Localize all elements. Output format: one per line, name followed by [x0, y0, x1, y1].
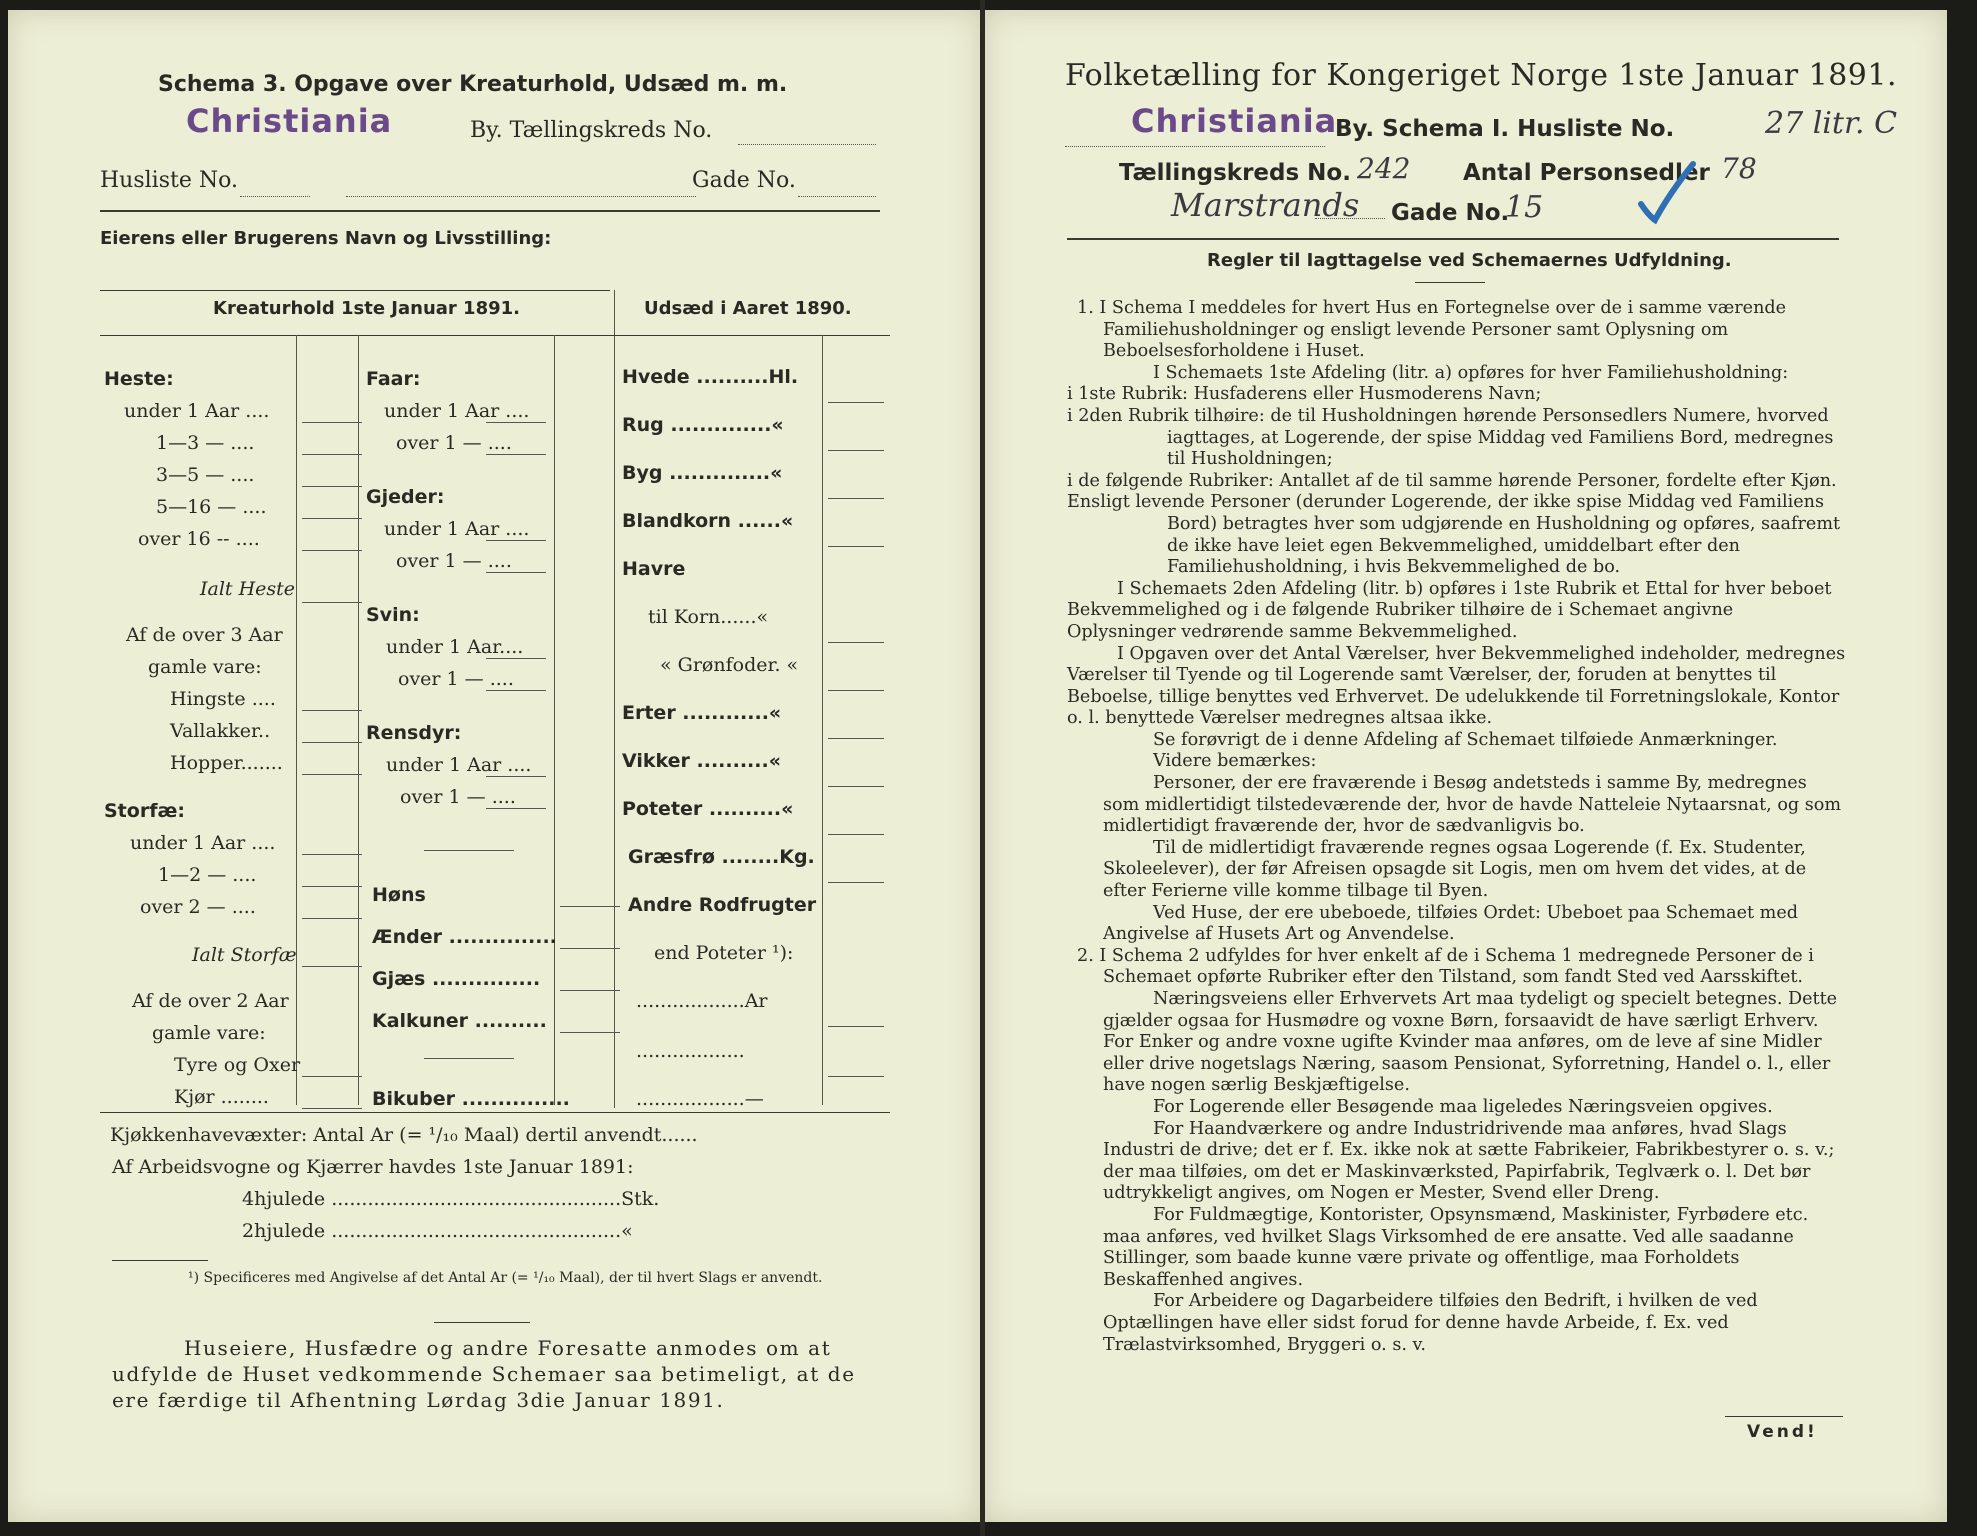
col2-item: under 1 Aar.... — [386, 636, 524, 658]
entry-line — [302, 486, 362, 487]
col2-item: over 1 — .... — [396, 432, 512, 454]
col3-item: Havre — [622, 558, 686, 580]
entry-line — [302, 886, 362, 887]
rules-heading-rule — [1415, 282, 1485, 283]
rule-paragraph: Personer, der ere fraværende i Besøg andetsteds i samme By, medregnes som midlertidigt tilstedeværende der, hvor de havde Natteleie Nytaarsnat, og som midlertidigt fraværende der, hvor de sædvanligvis bo. — [1103, 773, 1842, 837]
closing-rule — [434, 1322, 530, 1323]
rule-paragraph: Se forøvrigt de i denne Afdeling af Schemaet tilføiede Anmærkninger. — [1153, 729, 1778, 750]
col1-item: Storfæ: — [104, 800, 185, 822]
hjul4-line: 4hjulede ................................................Stk. — [242, 1188, 660, 1210]
col1-item: Hopper....... — [170, 752, 283, 774]
hjul2-line: 2hjulede ................................................« — [242, 1220, 633, 1242]
col2-item: under 1 Aar .... — [384, 518, 530, 540]
entry-line — [828, 1076, 884, 1077]
rule-paragraph: Ved Huse, der ere ubeboede, tilføies Ordet: Ubeboet paa Schemaet med Angivelse af Husets Art og Anvendelse. — [1103, 902, 1798, 945]
footnote-rule — [112, 1260, 208, 1261]
col2-item: over 1 — .... — [400, 786, 516, 808]
entry-line — [302, 518, 362, 519]
gade-number: 15 — [1505, 190, 1544, 225]
col1-item: Ialt Heste — [200, 578, 296, 600]
col1-item: Af de over 3 Aar — [126, 624, 283, 646]
arbeid-line: Af Arbeidsvogne og Kjærrer havdes 1ste Januar 1891: — [112, 1156, 634, 1178]
col3-item: Byg ..............« — [622, 462, 783, 484]
schema-line: By. Schema I. Husliste No. — [1335, 116, 1675, 142]
rule-paragraph: Til de midlertidigt fraværende regnes ogsaa Logerende (f. Ex. Studenter, Skoleelever), der før Afreisen opsagde sit Logis, men om hvem det vides, at de efter Ferierne ville komme tilbage til Byen. — [1103, 837, 1807, 902]
rule-paragraph: For Logerende eller Besøgende maa ligeledes Næringsveien opgives. — [1153, 1096, 1773, 1117]
entry-line — [828, 834, 884, 835]
col2-item: Gjæs ............... — [372, 968, 541, 990]
tellingskreds-label: Tællingskreds No. — [1119, 160, 1351, 186]
col2-item: Ænder ............... — [372, 926, 557, 948]
entry-line — [560, 990, 620, 991]
personsedler-label: Antal Personsedler — [1463, 160, 1710, 186]
entry-line — [560, 1032, 620, 1033]
rule-paragraph: Næringsveiens eller Erhvervets Art maa tydeligt og specielt betegnes. Dette gjælder ogsaa for Husmødre og voxne Børn, forsaavidt de have særligt Erhverv. For Enker og andre voxne ugifte Kvinder maa anføres, om de leve af sine Midler eller drive nogetslags Næring, saasom Pensionat, Syforretning, Handel o. l., eller have nogen særlig Beskjæftigelse. — [1103, 989, 1838, 1096]
col3-item: Andre Rodfrugter — [628, 894, 817, 916]
rule-paragraph: I Schemaets 1ste Afdeling (litr. a) opføres for hver Familiehusholdning: — [1153, 362, 1789, 383]
entry-line — [828, 882, 884, 883]
col1-item: under 1 Aar .... — [130, 832, 276, 854]
entry-line — [302, 422, 362, 423]
entry-line — [302, 550, 362, 551]
entry-line — [302, 602, 362, 603]
rules-heading: Regler til Iagttagelse ved Schemaernes Udfyldning. — [1207, 250, 1732, 271]
entry-line — [828, 786, 884, 787]
col2-item: Rensdyr: — [366, 722, 462, 744]
col3-divider — [822, 335, 823, 1105]
col2-item: under 1 Aar .... — [386, 754, 532, 776]
entry-line — [302, 966, 362, 967]
entry-line — [486, 572, 546, 573]
husliste-value: 27 litr. C — [1765, 106, 1898, 141]
closing-line-1: Huseiere, Husfædre og andre Foresatte anmodes om at — [184, 1336, 832, 1360]
col2-item: Faar: — [366, 368, 421, 390]
table-header-rule — [100, 335, 890, 336]
tellingskreds-dotline — [738, 144, 876, 145]
gade-label: Gade No. — [1391, 200, 1510, 226]
rule-paragraph: i 2den Rubrik tilhøire: de til Husholdningen hørende Personsedlers Numere, hvorved iagttages, at Logerende, der spise Middag ved Familiens Bord, medregnes til Husholdningen; — [1067, 405, 1834, 470]
entry-line — [302, 918, 362, 919]
footnote-text: ¹) Specificeres med Angivelse af det Antal Ar (= ¹/₁₀ Maal), der til hvert Slags er anvendt. — [188, 1270, 823, 1286]
col2-item: Svin: — [366, 604, 420, 626]
entry-line — [302, 1108, 362, 1109]
col1-item: gamle vare: — [148, 656, 262, 678]
col3-item: Poteter ..........« — [622, 798, 794, 820]
col1-item: Ialt Storfæ — [192, 944, 297, 966]
col3-item: Græsfrø ........Kg. — [628, 846, 815, 868]
entry-line — [560, 948, 620, 949]
header-rule — [100, 210, 880, 212]
husliste-label: Husliste No. — [100, 168, 238, 193]
col1-item: Tyre og Oxer — [174, 1054, 301, 1076]
col2-item: over 1 — .... — [396, 550, 512, 572]
street-name: Marstrands — [1171, 186, 1360, 224]
header-rule — [1067, 238, 1839, 240]
by-tellingskreds: By. Tællingskreds No. — [470, 118, 713, 143]
city-stamp: Christiania — [1131, 102, 1338, 140]
right-title: Folketælling for Kongeriget Norge 1ste Januar 1891. — [1065, 58, 1898, 93]
closing-line-2: udfylde de Huset vedkommende Schemaer saa betimeligt, at de — [112, 1362, 856, 1386]
vend-label: Vend! — [1747, 1422, 1818, 1442]
entry-line — [486, 540, 546, 541]
col2-item: Kalkuner .......... — [372, 1010, 547, 1032]
street-dotline — [1315, 218, 1385, 219]
street-dotline — [346, 196, 696, 197]
entry-line — [424, 1058, 514, 1059]
city-dotline — [1065, 146, 1325, 147]
entry-line — [828, 738, 884, 739]
entry-line — [302, 1076, 362, 1077]
rules-body — [1067, 298, 1847, 1356]
closing-line-3: ere færdige til Afhentning Lørdag 3die Januar 1891. — [112, 1388, 725, 1412]
entry-line — [828, 642, 884, 643]
rule-paragraph: I Opgaven over det Antal Værelser, hver Bekvemmelighed indeholder, medregnes Værelser til Tyende og til Logerende samt Værelser, der, foruden at benyttes til Beboelse, tillige benyttes ved Erhvervet. De udelukkende til Forretningslokale, Kontor o. l. benyttede Værelser medregnes altsaa ikke. — [1067, 643, 1846, 729]
col3-item: end Poteter ¹): — [654, 942, 794, 964]
col3-item: Erter ............« — [622, 702, 782, 724]
col1-item: over 16 -- .... — [138, 528, 260, 550]
col2-divider — [554, 335, 555, 1105]
check-mark-icon — [1635, 160, 1705, 230]
left-page — [8, 10, 980, 1522]
husliste-dotline — [240, 196, 310, 197]
entry-line — [486, 422, 546, 423]
vend-rule — [1725, 1416, 1843, 1417]
entry-line — [486, 454, 546, 455]
col1-item: Vallakker.. — [170, 720, 271, 742]
entry-line — [424, 850, 514, 851]
col1-item: Hingste .... — [170, 688, 276, 710]
udsaed-heading: Udsæd i Aaret 1890. — [644, 298, 852, 319]
rule-paragraph: 2. I Schema 2 udfyldes for hver enkelt af de i Schema 1 medregnede Personer de i Schemaet opførte Rubriker efter den Tilstand, som fandt Sted ved Aarsskiftet. — [1077, 945, 1814, 988]
entry-line — [560, 906, 620, 907]
entry-line — [302, 854, 362, 855]
gade-label: Gade No. — [692, 168, 796, 193]
col2-item: Gjeder: — [366, 486, 445, 508]
eier-label: Eierens eller Brugerens Navn og Livsstilling: — [100, 228, 552, 249]
col3-item: .................. — [636, 1040, 745, 1062]
col3-item: ..................— — [636, 1088, 764, 1110]
rule-paragraph: I Schemaets 2den Afdeling (litr. b) opføres i 1ste Rubrik et Ettal for hver beboet Bekvemmelighed og i de følgende Rubriker tilhøire de i Schemaet angivne Oplysninger vedrørende samme Bekvemmelighed. — [1067, 578, 1832, 642]
col1-item: 5—16 — .... — [156, 496, 267, 518]
entry-line — [486, 808, 546, 809]
table-bottom-rule — [100, 1112, 890, 1113]
rule-paragraph: i 1ste Rubrik: Husfaderens eller Husmoderens Navn; — [1067, 384, 1542, 405]
entry-line — [302, 454, 362, 455]
col3-item: Rug ..............« — [622, 414, 784, 436]
entry-line — [828, 450, 884, 451]
col2-item: over 1 — .... — [398, 668, 514, 690]
entry-line — [828, 690, 884, 691]
col1-item: 1—2 — .... — [158, 864, 257, 886]
rule-paragraph: For Arbeidere og Dagarbeidere tilføies den Bedrift, i hvilken de ved Optællingen have eller sidst forud for denne havde Arbeide, f. Ex. ved Trælastvirksomhed, Bryggeri o. s. v. — [1103, 1291, 1758, 1355]
entry-line — [302, 774, 362, 775]
gade-dotline — [798, 196, 876, 197]
col1-value-divider — [358, 335, 359, 1105]
col2-item: Bikuber ............... — [372, 1088, 570, 1110]
city-stamp: Christiania — [186, 102, 393, 140]
col2-item: Høns — [372, 884, 426, 906]
col1-item: Af de over 2 Aar — [132, 990, 289, 1012]
entry-line — [486, 690, 546, 691]
entry-line — [828, 546, 884, 547]
rule-paragraph: Videre bemærkes: — [1153, 751, 1317, 772]
rule-paragraph: Ensligt levende Personer (derunder Logerende, der ikke spise Middag ved Familiens Bord) betragtes hver som udgjørende en Husholdning og opføres, saafremt de ikke have leiet egen Bekvemmelighed, umiddelbart efter den Familiehusholdning, i hvis Bekvemmelighed de bo. — [1067, 492, 1841, 578]
kreatur-top-rule — [100, 290, 610, 291]
entry-line — [828, 1026, 884, 1027]
right-page — [985, 10, 1947, 1522]
col2-item: under 1 Aar .... — [384, 400, 530, 422]
entry-line — [828, 498, 884, 499]
col3-item: til Korn......« — [648, 606, 769, 628]
kreatur-heading: Kreaturhold 1ste Januar 1891. — [213, 298, 520, 319]
col1-item: under 1 Aar .... — [124, 400, 270, 422]
col3-item: « Grønfoder. « — [660, 654, 799, 676]
col1-item: gamle vare: — [152, 1022, 266, 1044]
col1-item: Kjør ........ — [174, 1086, 269, 1108]
rule-paragraph: For Fuldmægtige, Kontorister, Opsynsmænd, Maskinister, Fyrbødere etc. maa anføres, ved hvilket Slags Virksomhed de ere ansatte. Ved alle saadanne Stillinger, som baade kunne være private og offentlige, maa Forholdets Beskaffenhed angives. — [1103, 1204, 1809, 1290]
entry-line — [302, 742, 362, 743]
entry-line — [302, 710, 362, 711]
left-title: Schema 3. Opgave over Kreaturhold, Udsæd m. m. — [158, 72, 788, 97]
entry-line — [486, 776, 546, 777]
col1-item: 3—5 — .... — [156, 464, 255, 486]
rule-paragraph: i de følgende Rubriker: Antallet af de til samme hørende Personer, fordelte efter Kjøn. — [1067, 470, 1837, 491]
col3-item: Hvede ..........Hl. — [622, 366, 799, 388]
col1-item: 1—3 — .... — [156, 432, 255, 454]
rule-paragraph: For Haandværkere og andre Industridrivende maa anføres, hvad Slags Industri de drive; det er f. Ex. ikke nok at sætte Fabrikeier, Fabrikbestyrer o. s. v.; der maa tilføies, om det er Maskinværksted, Papirfabrik, Teglværk o. l. Det bør udtrykkeligt angives, om Nogen er Mester, Svend eller Dreng. — [1103, 1118, 1835, 1204]
entry-line — [486, 658, 546, 659]
col1-item: over 2 — .... — [140, 896, 256, 918]
col1-divider — [296, 335, 297, 1105]
entry-line — [828, 402, 884, 403]
rule-paragraph: 1. I Schema I meddeles for hvert Hus en Fortegnelse over de i samme værende Familiehusholdninger og ensligt levende Personer samt Oplysning om Beboelsesforholdene i Huset. — [1077, 298, 1787, 362]
col3-item: Vikker ..........« — [622, 750, 781, 772]
col3-item: ..................Ar — [636, 990, 768, 1012]
kjokken-line: Kjøkkenhavevæxter: Antal Ar (= ¹/₁₀ Maal) dertil anvendt...... — [110, 1124, 698, 1146]
tellingskreds-value: 242 — [1357, 152, 1411, 185]
personsedler-value: 78 — [1721, 152, 1757, 185]
col3-item: Blandkorn ......« — [622, 510, 794, 532]
col1-item: Heste: — [104, 368, 174, 390]
section-divider — [614, 290, 615, 1108]
